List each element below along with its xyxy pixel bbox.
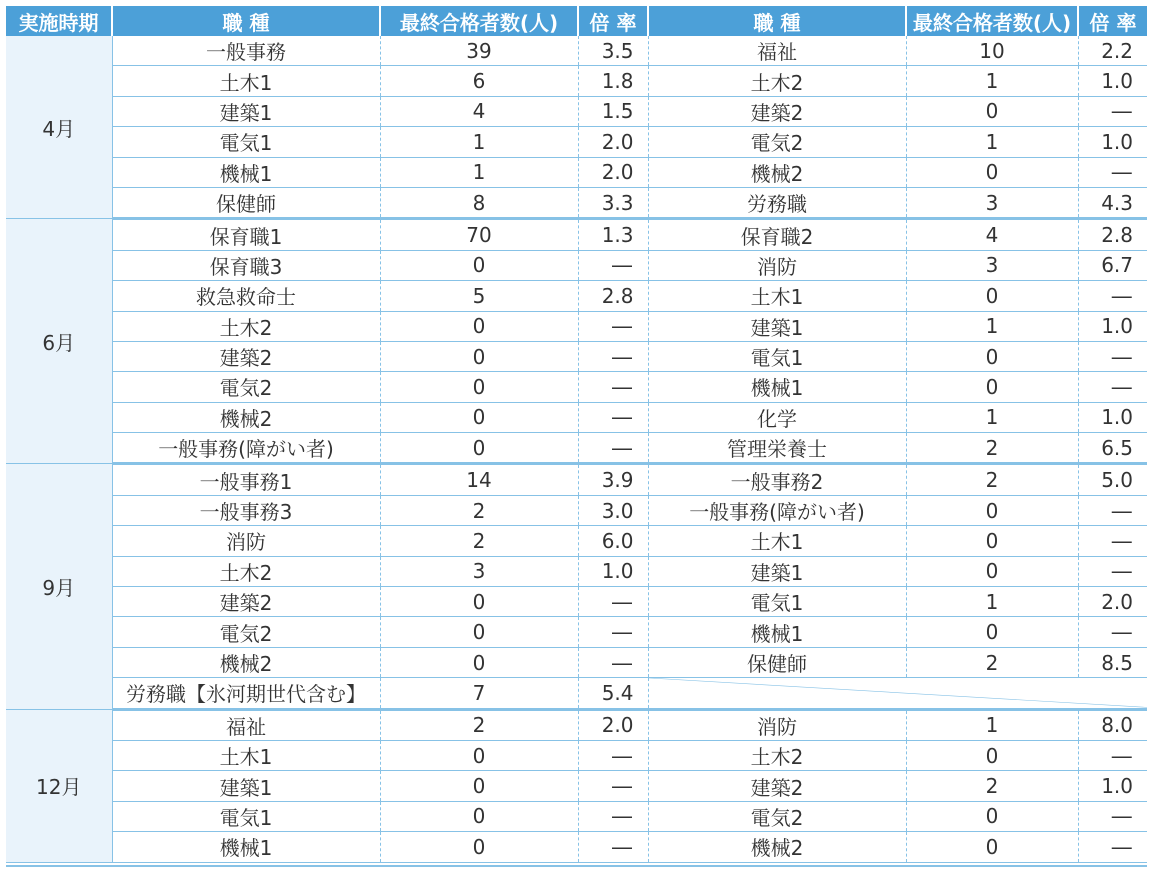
count-left-cell: 4 <box>380 96 578 126</box>
job-right-cell: 土木1 <box>648 281 906 311</box>
ratio-left-cell: 6.0 <box>578 526 648 556</box>
ratio-right-cell: 6.7 <box>1078 250 1147 280</box>
count-left-cell: 0 <box>380 617 578 647</box>
ratio-left-cell: 2.0 <box>578 127 648 157</box>
ratio-left-cell: 3.3 <box>578 187 648 218</box>
count-left-cell: 6 <box>380 66 578 96</box>
job-left-cell: 電気2 <box>112 617 380 647</box>
job-right-cell: 土木2 <box>648 740 906 770</box>
count-left-cell: 0 <box>380 433 578 464</box>
count-left-cell: 39 <box>380 36 578 66</box>
table-row <box>6 66 1147 96</box>
job-right-cell: 機械1 <box>648 617 906 647</box>
header-period: 実施時期 <box>6 6 112 36</box>
ratio-left-cell: ― <box>578 250 648 280</box>
table-body <box>6 36 1147 862</box>
job-right-cell: 電気1 <box>648 587 906 617</box>
job-right-cell: 管理栄養士 <box>648 433 906 464</box>
table-row <box>6 341 1147 371</box>
count-right-cell: 1 <box>906 66 1078 96</box>
table-row <box>6 311 1147 341</box>
table-row <box>6 709 1147 740</box>
ratio-left-cell: 3.5 <box>578 36 648 66</box>
job-left-cell: 保健師 <box>112 187 380 218</box>
ratio-right-cell: 8.5 <box>1078 647 1147 677</box>
ratio-left-cell: ― <box>578 740 648 770</box>
job-right-cell: 電気2 <box>648 127 906 157</box>
table-row <box>6 647 1147 677</box>
header-job-right: 職 種 <box>648 6 906 36</box>
ratio-left-cell: 3.9 <box>578 464 648 495</box>
job-left-cell: 労務職【氷河期世代含む】 <box>112 678 380 709</box>
job-left-cell: 建築1 <box>112 771 380 801</box>
ratio-left-cell: 2.0 <box>578 709 648 740</box>
period-cell: 9月 <box>6 464 112 709</box>
table-row <box>6 281 1147 311</box>
job-left-cell: 機械2 <box>112 402 380 432</box>
ratio-left-cell: ― <box>578 587 648 617</box>
ratio-left-cell: ― <box>578 801 648 831</box>
job-right-cell: 消防 <box>648 250 906 280</box>
count-left-cell: 0 <box>380 402 578 432</box>
count-left-cell: 0 <box>380 587 578 617</box>
ratio-right-cell: ― <box>1078 801 1147 831</box>
ratio-right-cell: ― <box>1078 96 1147 126</box>
count-left-cell: 0 <box>380 341 578 371</box>
job-right-cell: 電気2 <box>648 801 906 831</box>
ratio-left-cell: ― <box>578 372 648 402</box>
ratio-right-cell: 2.0 <box>1078 587 1147 617</box>
job-right-cell: 機械1 <box>648 372 906 402</box>
job-left-cell: 建築1 <box>112 96 380 126</box>
job-left-cell: 一般事務1 <box>112 464 380 495</box>
table-row <box>6 96 1147 126</box>
table-row <box>6 372 1147 402</box>
results-table <box>6 6 1147 863</box>
job-left-cell: 保育職3 <box>112 250 380 280</box>
job-right-cell: 保健師 <box>648 647 906 677</box>
ratio-right-cell: 2.2 <box>1078 36 1147 66</box>
table-row <box>6 36 1147 66</box>
ratio-left-cell: ― <box>578 617 648 647</box>
job-left-cell: 一般事務3 <box>112 495 380 525</box>
job-right-cell: 機械2 <box>648 832 906 862</box>
ratio-left-cell: 2.8 <box>578 281 648 311</box>
count-right-cell: 0 <box>906 281 1078 311</box>
count-right-cell: 4 <box>906 219 1078 250</box>
table-row <box>6 587 1147 617</box>
ratio-left-cell: 1.5 <box>578 96 648 126</box>
header-ratio-right: 倍 率 <box>1078 6 1147 36</box>
job-right-cell: 土木1 <box>648 526 906 556</box>
count-left-cell: 1 <box>380 157 578 187</box>
count-right-cell: 0 <box>906 157 1078 187</box>
header-ratio-left: 倍 率 <box>578 6 648 36</box>
count-right-cell: 0 <box>906 495 1078 525</box>
count-right-cell: 1 <box>906 402 1078 432</box>
ratio-left-cell: ― <box>578 402 648 432</box>
ratio-right-cell: 1.0 <box>1078 66 1147 96</box>
job-left-cell: 福祉 <box>112 709 380 740</box>
table-row <box>6 617 1147 647</box>
job-right-cell: 消防 <box>648 709 906 740</box>
header-row <box>6 6 1147 36</box>
count-right-cell: 2 <box>906 771 1078 801</box>
count-left-cell: 1 <box>380 127 578 157</box>
job-left-cell: 救急救命士 <box>112 281 380 311</box>
ratio-right-cell: 6.5 <box>1078 433 1147 464</box>
count-right-cell: 3 <box>906 187 1078 218</box>
count-left-cell: 7 <box>380 678 578 709</box>
count-left-cell: 2 <box>380 495 578 525</box>
ratio-right-cell: ― <box>1078 372 1147 402</box>
table-row <box>6 157 1147 187</box>
count-right-cell: 1 <box>906 709 1078 740</box>
ratio-right-cell: 8.0 <box>1078 709 1147 740</box>
count-right-cell: 1 <box>906 311 1078 341</box>
diagonal-line <box>649 678 1148 707</box>
ratio-right-cell: 1.0 <box>1078 402 1147 432</box>
count-left-cell: 5 <box>380 281 578 311</box>
count-right-cell: 3 <box>906 250 1078 280</box>
count-right-cell: 0 <box>906 801 1078 831</box>
job-left-cell: 電気1 <box>112 801 380 831</box>
job-left-cell: 機械1 <box>112 832 380 862</box>
table-row <box>6 127 1147 157</box>
table-row <box>6 771 1147 801</box>
table-row <box>6 556 1147 586</box>
ratio-right-cell: 1.0 <box>1078 127 1147 157</box>
table-row <box>6 402 1147 432</box>
count-right-cell: 2 <box>906 433 1078 464</box>
job-left-cell: 一般事務 <box>112 36 380 66</box>
period-cell: 12月 <box>6 709 112 862</box>
table-row <box>6 740 1147 770</box>
ratio-left-cell: 3.0 <box>578 495 648 525</box>
ratio-right-cell: ― <box>1078 617 1147 647</box>
header-job-left: 職 種 <box>112 6 380 36</box>
count-right-cell: 0 <box>906 832 1078 862</box>
ratio-right-cell: ― <box>1078 281 1147 311</box>
count-right-cell: 0 <box>906 372 1078 402</box>
count-left-cell: 0 <box>380 647 578 677</box>
ratio-right-cell: ― <box>1078 832 1147 862</box>
ratio-left-cell: ― <box>578 311 648 341</box>
ratio-right-cell: 2.8 <box>1078 219 1147 250</box>
count-left-cell: 0 <box>380 832 578 862</box>
ratio-right-cell: ― <box>1078 526 1147 556</box>
count-right-cell: 10 <box>906 36 1078 66</box>
table-row <box>6 250 1147 280</box>
job-left-cell: 一般事務(障がい者) <box>112 433 380 464</box>
count-left-cell: 2 <box>380 709 578 740</box>
job-right-cell: 建築2 <box>648 771 906 801</box>
table-row <box>6 433 1147 464</box>
job-left-cell: 電気1 <box>112 127 380 157</box>
count-right-cell: 0 <box>906 526 1078 556</box>
count-left-cell: 70 <box>380 219 578 250</box>
table-row <box>6 495 1147 525</box>
job-right-cell: 建築1 <box>648 556 906 586</box>
ratio-right-cell: 5.0 <box>1078 464 1147 495</box>
ratio-right-cell: ― <box>1078 495 1147 525</box>
ratio-right-cell: ― <box>1078 341 1147 371</box>
job-right-cell: 機械2 <box>648 157 906 187</box>
job-right-cell: 一般事務2 <box>648 464 906 495</box>
count-left-cell: 0 <box>380 801 578 831</box>
ratio-right-cell: 4.3 <box>1078 187 1147 218</box>
table-row <box>6 678 1147 709</box>
job-left-cell: 電気2 <box>112 372 380 402</box>
ratio-left-cell: ― <box>578 433 648 464</box>
header-count-right: 最終合格者数(人) <box>906 6 1078 36</box>
ratio-right-cell: ― <box>1078 157 1147 187</box>
job-left-cell: 土木2 <box>112 556 380 586</box>
ratio-right-cell: ― <box>1078 740 1147 770</box>
ratio-right-cell: 1.0 <box>1078 311 1147 341</box>
count-left-cell: 0 <box>380 740 578 770</box>
ratio-left-cell: 1.8 <box>578 66 648 96</box>
job-left-cell: 土木1 <box>112 740 380 770</box>
table-row <box>6 832 1147 862</box>
ratio-right-cell: ― <box>1078 556 1147 586</box>
table-row <box>6 187 1147 218</box>
count-right-cell: 0 <box>906 96 1078 126</box>
count-left-cell: 0 <box>380 372 578 402</box>
period-cell: 6月 <box>6 219 112 464</box>
ratio-left-cell: 1.3 <box>578 219 648 250</box>
count-left-cell: 14 <box>380 464 578 495</box>
job-left-cell: 保育職1 <box>112 219 380 250</box>
job-right-cell: 建築2 <box>648 96 906 126</box>
count-right-cell: 2 <box>906 464 1078 495</box>
job-right-cell: 電気1 <box>648 341 906 371</box>
job-right-cell: 労務職 <box>648 187 906 218</box>
empty-cell <box>648 678 1147 709</box>
job-right-cell: 保育職2 <box>648 219 906 250</box>
job-right-cell: 建築1 <box>648 311 906 341</box>
count-right-cell: 0 <box>906 556 1078 586</box>
count-right-cell: 2 <box>906 647 1078 677</box>
ratio-left-cell: ― <box>578 341 648 371</box>
header-count-left: 最終合格者数(人) <box>380 6 578 36</box>
count-right-cell: 1 <box>906 587 1078 617</box>
table-row <box>6 219 1147 250</box>
job-right-cell: 一般事務(障がい者) <box>648 495 906 525</box>
job-right-cell: 化学 <box>648 402 906 432</box>
job-left-cell: 消防 <box>112 526 380 556</box>
ratio-left-cell: ― <box>578 647 648 677</box>
count-right-cell: 0 <box>906 341 1078 371</box>
job-right-cell: 福祉 <box>648 36 906 66</box>
table-row <box>6 801 1147 831</box>
count-left-cell: 8 <box>380 187 578 218</box>
ratio-left-cell: 1.0 <box>578 556 648 586</box>
ratio-right-cell: 1.0 <box>1078 771 1147 801</box>
job-left-cell: 建築2 <box>112 587 380 617</box>
job-left-cell: 土木1 <box>112 66 380 96</box>
job-left-cell: 機械2 <box>112 647 380 677</box>
table-row <box>6 526 1147 556</box>
count-left-cell: 2 <box>380 526 578 556</box>
ratio-left-cell: ― <box>578 771 648 801</box>
bottom-rule <box>6 865 1147 867</box>
period-cell: 4月 <box>6 36 112 219</box>
count-left-cell: 0 <box>380 311 578 341</box>
job-left-cell: 土木2 <box>112 311 380 341</box>
ratio-left-cell: 5.4 <box>578 678 648 709</box>
ratio-left-cell: 2.0 <box>578 157 648 187</box>
count-right-cell: 1 <box>906 127 1078 157</box>
count-right-cell: 0 <box>906 617 1078 647</box>
job-left-cell: 機械1 <box>112 157 380 187</box>
count-right-cell: 0 <box>906 740 1078 770</box>
ratio-left-cell: ― <box>578 832 648 862</box>
table-row <box>6 464 1147 495</box>
count-left-cell: 3 <box>380 556 578 586</box>
count-left-cell: 0 <box>380 771 578 801</box>
job-right-cell: 土木2 <box>648 66 906 96</box>
count-left-cell: 0 <box>380 250 578 280</box>
job-left-cell: 建築2 <box>112 341 380 371</box>
